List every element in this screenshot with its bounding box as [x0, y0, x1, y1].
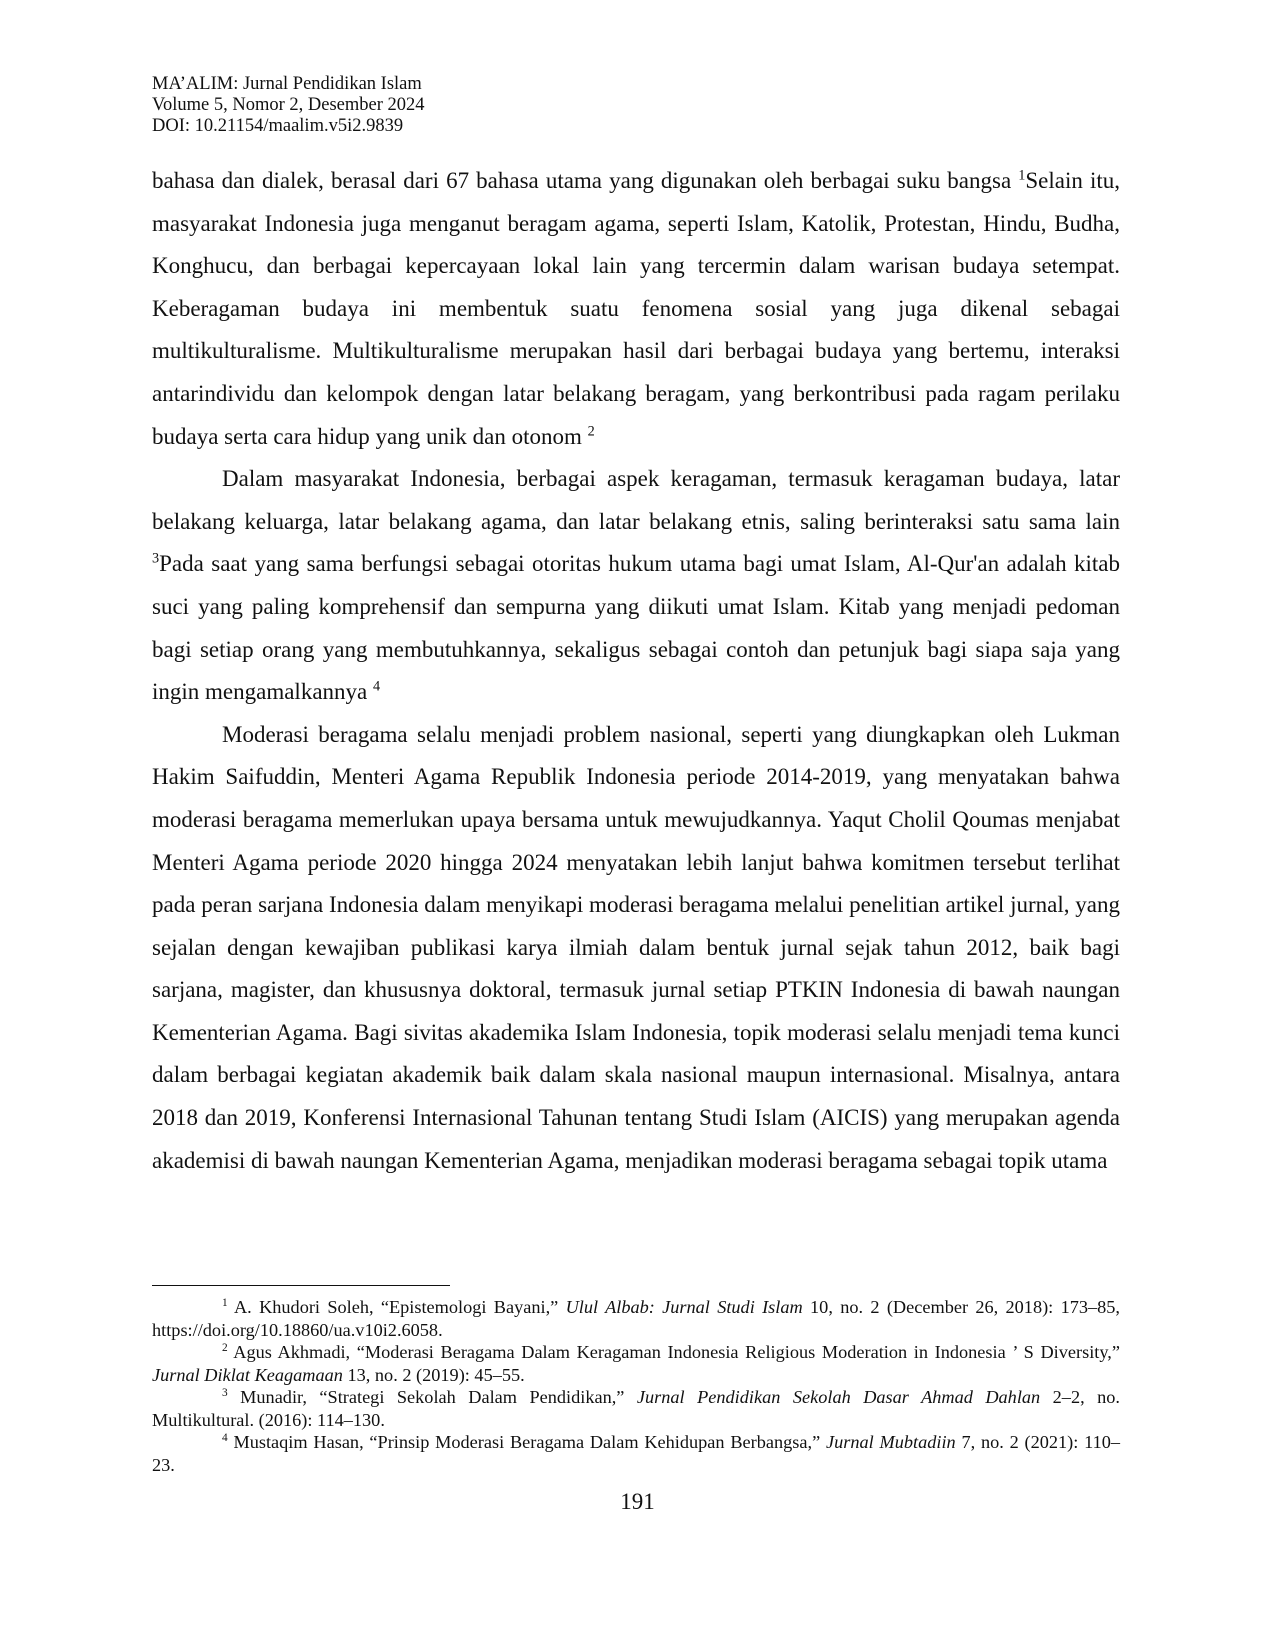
footnote-4: [152, 1431, 1120, 1476]
footnotes: [152, 1296, 1120, 1476]
footnote-number: 4: [222, 1432, 228, 1445]
running-header: [152, 74, 425, 137]
journal-title: MA’ALIM: Jurnal Pendidikan Islam: [152, 74, 422, 94]
footnote-1: [152, 1296, 1120, 1341]
footnote-journal: Jurnal Pendidikan Sekolah Dasar Ahmad Dahlan: [636, 1387, 1041, 1407]
footnote-text: 7, no. 2 (2021): 110–23.: [152, 1432, 1120, 1475]
paragraph-2: [152, 458, 1120, 714]
footnote-text: Munadir, “Strategi Sekolah Dalam Pendidikan,”: [227, 1387, 637, 1407]
footnote-number: 1: [222, 1297, 228, 1310]
journal-doi: DOI: 10.21154/maalim.v5i2.9839: [152, 116, 404, 136]
footnote-journal: Jurnal Mubtadiin: [825, 1432, 956, 1452]
footnote-divider: [152, 1285, 450, 1286]
footnote-ref-2[interactable]: 2: [587, 423, 595, 440]
footnote-journal: Ulul Albab: Jurnal Studi Islam: [565, 1297, 803, 1317]
paragraph-text: Pada saat yang sama berfungsi sebagai otoritas hukum utama bagi umat Islam, Al-Qur'an adalah kitab suci yang paling komprehensif dan sempurna yang diikuti umat Islam. Kitab yang menjadi pedoman bagi setiap orang yang membutuhkannya, sekaligus sebagai contoh dan petunjuk bagi siapa saja yang ingin mengamalkannya: [152, 551, 1120, 705]
footnote-2: [152, 1341, 1120, 1386]
footnote-3: [152, 1386, 1120, 1431]
paragraph-3: Moderasi beragama selalu menjadi problem nasional, seperti yang diungkapkan oleh Lukman Hakim Saifuddin, Menteri Agama Republik Indonesia periode 2014-2019, yang menyatakan bahwa moderasi beragama memerlukan upaya bersama untuk mewujudkannya. Yaqut Cholil Qoumas menjabat Menteri Agama periode 2020 hingga 2024 menyatakan lebih lanjut bahwa komitmen tersebut terlihat pada peran sarjana Indonesia dalam menyikapi moderasi beragama melalui penelitian artikel jurnal, yang sejalan dengan kewajiban publikasi karya ilmiah dalam bentuk jurnal sejak tahun 2012, baik bagi sarjana, magister, dan khususnya doktoral, termasuk jurnal setiap PTKIN Indonesia di bawah naungan Kementerian Agama. Bagi sivitas akademika Islam Indonesia, topik moderasi selalu menjadi tema kunci dalam berbagai kegiatan akademik baik dalam skala nasional maupun internasional. Misalnya, antara 2018 dan 2019, Konferensi Internasional Tahunan tentang Studi Islam (AICIS) yang merupakan agenda akademisi di bawah naungan Kementerian Agama, menjadikan moderasi beragama sebagai topik utama: [152, 721, 1120, 1173]
footnote-journal: Jurnal Diklat Keagamaan: [152, 1364, 343, 1385]
footnote-ref-3[interactable]: 3: [152, 550, 160, 567]
paragraph-1: [152, 160, 1120, 458]
footnote-number: 2: [222, 1342, 228, 1355]
footnote-text: 13, no. 2 (2019): 45–55.: [342, 1364, 525, 1385]
journal-volume: Volume 5, Nomor 2, Desember 2024: [152, 95, 425, 115]
paragraph-text: Selain itu, masyarakat Indonesia juga menganut beragam agama, seperti Islam, Katolik, Protestan, Hindu, Budha, Konghucu, dan berbagai kepercayaan lokal lain yang tercermin dalam warisan budaya setempat. Keberagaman budaya ini membentuk suatu fenomena sosial yang juga dikenal sebagai multikulturalisme. Multikulturalisme merupakan hasil dari berbagai budaya yang bertemu, interaksi antarindividu dan kelompok dengan latar belakang beragam, yang berkontribusi pada ragam perilaku budaya serta cara hidup yang unik dan otonom: [152, 168, 1120, 449]
footnote-number: 3: [222, 1387, 228, 1400]
main-text: [152, 160, 1120, 1182]
footnote-text: Agus Akhmadi, “Moderasi Beragama Dalam Keragaman Indonesia Religious Moderation in Indonesia ’ S Diversity,”: [227, 1342, 1120, 1362]
paragraph-text: Dalam masyarakat Indonesia, berbagai aspek keragaman, termasuk keragaman budaya, latar belakang keluarga, latar belakang agama, dan latar belakang etnis, saling berinteraksi satu sama lain: [152, 466, 1120, 534]
paragraph-text: bahasa dan dialek, berasal dari 67 bahasa utama yang digunakan oleh berbagai suku bangsa: [152, 168, 1019, 193]
footnote-text: 2–2, no. Multikultural. (2016): 114–130.: [152, 1387, 1120, 1430]
page-number: 191: [620, 1489, 655, 1514]
footnote-text: 10, no. 2 (December 26, 2018): 173–85, https://doi.org/10.18860/ua.v10i2.6058.: [152, 1297, 1120, 1340]
footnote-ref-4[interactable]: 4: [373, 678, 381, 695]
footnote-text: Mustaqim Hasan, “Prinsip Moderasi Beragama Dalam Kehidupan Berbangsa,”: [227, 1432, 826, 1452]
footnote-text: A. Khudori Soleh, “Epistemologi Bayani,”: [227, 1297, 566, 1317]
footnote-ref-1[interactable]: 1: [1018, 167, 1026, 184]
